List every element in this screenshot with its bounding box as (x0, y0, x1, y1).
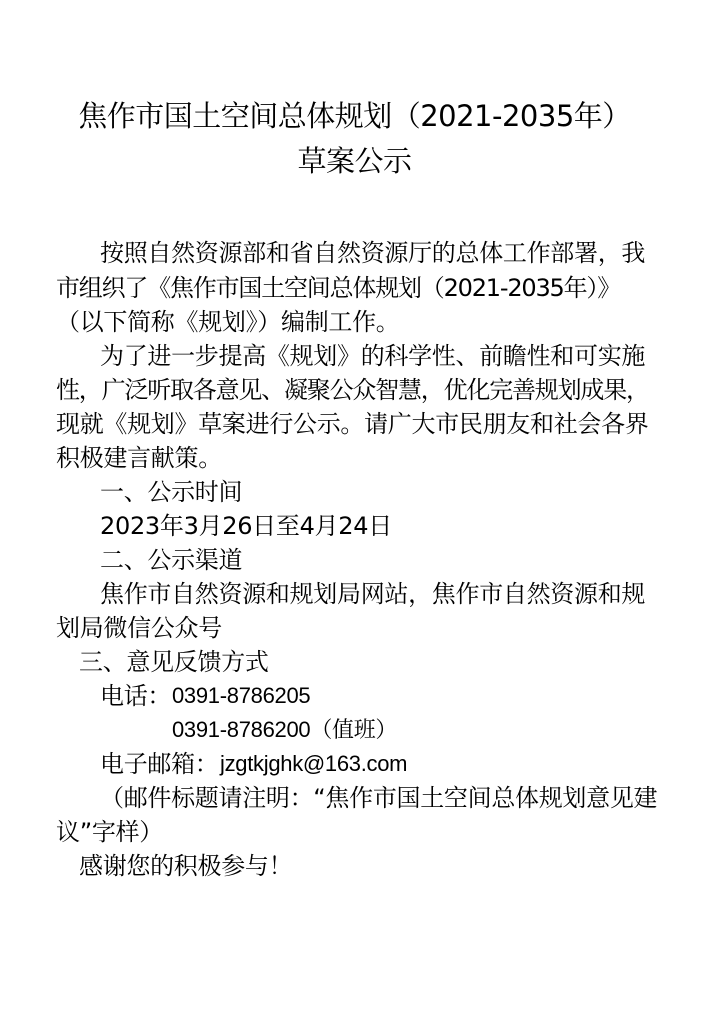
closing-thanks: 感谢您的积极参与！ (79, 852, 293, 880)
phone-number-2: 0391-8786200（值班） (172, 717, 398, 742)
document-title-line-1: 焦作市国土空间总体规划（2021-2035年） (78, 99, 631, 133)
intro-line-3: （以下简称《规划》）编制工作。 (56, 308, 400, 336)
document-title-line-2: 草案公示 (297, 144, 412, 178)
publicity-period: 2023年3月26日至4月24日 (100, 512, 392, 540)
purpose-line-2: 性，广泛听取各意见、凝聚公众智慧，优化完善规划成果， (56, 376, 649, 404)
channel-line-1: 焦作市自然资源和规划局网站，焦作市自然资源和规 (100, 580, 646, 608)
email-address: jzgtkjghk@163.com (220, 751, 408, 776)
intro-line-1: 按照自然资源部和省自然资源厅的总体工作部署，我 (100, 239, 646, 267)
purpose-line-3: 现就《规划》草案进行公示。请广大市民朋友和社会各界 (56, 410, 649, 438)
phone-label: 电话： (100, 682, 172, 710)
email-note-line-1: （邮件标题请注明：“焦作市国土空间总体规划意见建 (100, 784, 658, 812)
purpose-line-4: 积极建言献策。 (56, 444, 222, 472)
purpose-line-1: 为了进一步提高《规划》的科学性、前瞻性和可实施 (100, 342, 646, 370)
intro-line-2: 市组织了《焦作市国土空间总体规划（2021-2035年）》 (56, 274, 621, 302)
email-label: 电子邮箱： (100, 750, 219, 778)
section-1-heading: 一、公示时间 (100, 478, 243, 506)
channel-line-2: 划局微信公众号 (56, 614, 222, 642)
section-3-heading: 三、意见反馈方式 (79, 648, 269, 676)
phone-number-1: 0391-8786205 (172, 683, 311, 708)
section-2-heading: 二、公示渠道 (100, 546, 243, 574)
email-note-line-2: 议”字样） (56, 818, 163, 846)
